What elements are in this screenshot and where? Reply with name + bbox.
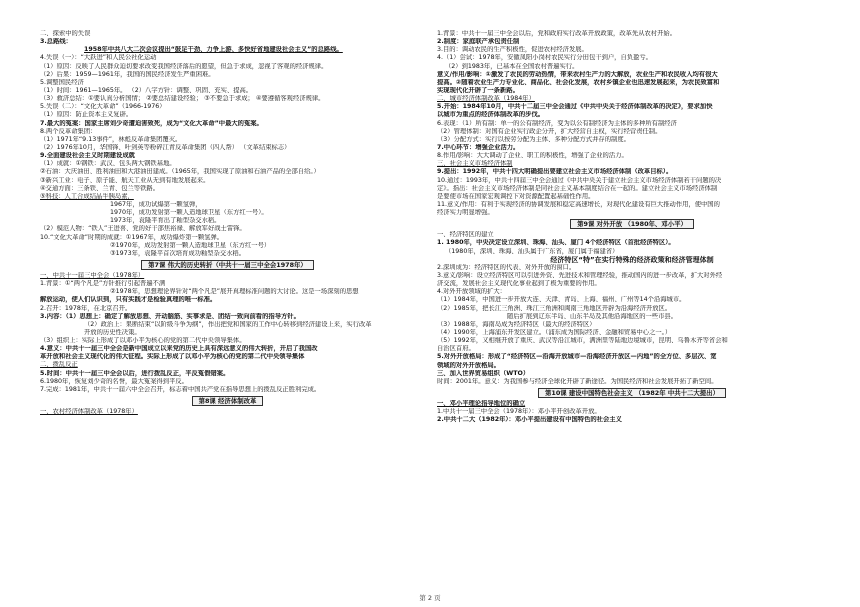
- text-line: 5.对外开放格局：形成了“经济特区—沿海开放城市—沿海经济开放区—内地”的全方位、多层次、宽: [437, 353, 717, 361]
- text-line: 三、加入世界贸易组织（WTO）: [437, 369, 530, 377]
- text-line: 领域的对外开放格局。: [437, 361, 500, 369]
- lesson-7-heading: [40, 260, 415, 270]
- text-line: 4.失误（一）：“大跃进”和人民公社化运动: [40, 54, 157, 62]
- text-line: 1.背景：①“两个凡是”方针推行引起普遍不满: [40, 280, 166, 288]
- text-line: ④交通方面：三条铁、兰青、包兰等铁路。: [40, 184, 159, 192]
- text-line: 11.意义/作用：有利于实现经济的协调发展和稳定高速增长，对现代化建设有巨大推动作用，使中国的: [437, 200, 720, 208]
- text-line: 7.最大的冤案：国家主席刘少奇遭迫害致死，成为“文化大革命”中最大的冤案。: [40, 119, 263, 127]
- text-line: （3）救济总结：①要认真分析国情； ②要总结建设经验； ③不要急于求成； ④要遵循客观经济规律。: [40, 95, 325, 103]
- text-line: 2.召开：1978年，在北京召开。: [40, 304, 132, 312]
- lesson-heading-text: 第10课 建设中国特色社会主义 （1982年 中共十二大提出）: [538, 388, 726, 398]
- text-line: （2）1976年10月，华国锋、叶剑英等粉碎江青反革命集团（四人帮） （文革结束标志）: [40, 143, 291, 151]
- text-line: 4.对外开放领域的扩大：: [437, 288, 506, 296]
- text-line: 解放运动，使人们认识到，只有实践才是检验真理的唯一标准。: [40, 296, 217, 304]
- text-line: 9.提出：1992年，中共十四大明确提出要建立社会主义市场经济体制（改革目标）。: [437, 168, 673, 176]
- text-line: （1980年，深圳、珠海、汕头属于广东省，厦门属于福建省）: [445, 247, 619, 255]
- text-line: 5.开始：1984年10月，中共十二届三中全会通过《中共中央关于经济体制改革的决定》，要求加快: [437, 103, 713, 111]
- text-line: 6.表现：（1）所有制：单一的公有制经济，变为以公有制经济为主体的多种所有制经济: [437, 119, 677, 127]
- text-line: 10.“文化大革命”时期的成就：①1967年，成功爆炸第一颗氢弹。: [40, 233, 224, 241]
- text-line: （2）1985年，把长江三角洲、珠江三角洲和闽南三角地区开辟为沿海经济开放区。: [437, 304, 672, 312]
- text-line: 1967年，成功试爆第一颗氢弹，: [110, 200, 202, 208]
- text-line: 5.时间：中共十一届三中全会以后，进行拨乱反正，平反冤假错案。: [40, 369, 230, 377]
- text-line: ②1978年，思想理论界针对“两个凡是”展开真理标准问题的大讨论。这是一场深刻的思想: [110, 288, 359, 296]
- text-line: 开放的历史性决策。: [84, 328, 141, 336]
- text-line: 1.中共十一届三中全会（1978年）：邓小平开创改革开放。: [437, 408, 601, 416]
- text-line: 2.中共十二大（1982年）：邓小平提出建设有中国特色的社会主义: [437, 416, 622, 424]
- text-line: （5）1992年，又相继开放了重庆、武汉等沿江城市，满洲里等陆地边境城市，昆明、乌鲁木齐等省会和: [437, 337, 728, 345]
- text-line: （2）到1983年，已基本在全国农村普遍实行。: [445, 62, 579, 70]
- text-line: 3.目的：调动农民的生产积极性，促进农村经济发展。: [437, 46, 588, 54]
- text-line: 实现现代化开辟了一条新路。: [437, 86, 519, 94]
- text-line: 3.总路线：: [40, 38, 72, 46]
- text-line: （1）原因：反映了人民群众迫切要求改变我国经济落后的愿望，但急于求成，忽视了客观的经济规律。: [40, 62, 328, 70]
- text-line: （3）分配方式：实行以按劳分配为主体、多种分配方式并存的制度。: [437, 135, 630, 143]
- lesson-8-heading: [40, 396, 415, 406]
- text-line: ②石油：大庆油田、胜利油田和大港油田建成。（1965年，我国实现了原油和石油产品的全部自给。）: [40, 168, 320, 176]
- text-line: 3.内容：（1）思想上：确定了解放思想、开动脑筋、实事求是、团结一致向前看的指导方针。: [40, 312, 300, 320]
- text-line: 2.深圳成为：经济特区的代表、对外开放的窗口。: [437, 263, 576, 271]
- lesson-heading-text: 第8课 经济体制改革: [192, 396, 264, 406]
- text-line: 7.完成：1981年，中共十一届六中全会召开，标志着中国共产党在指导思想上的拨乱反正胜利完成。: [40, 385, 321, 393]
- text-line: 1.背景：中共十一届三中全会以后，党和政府实行改革开放政策，改革先从农村开始。: [437, 30, 676, 37]
- text-line: （3）1988年，海南岛成为经济特区（最大的经济特区）: [437, 320, 596, 328]
- text-line: 1970年，成功发射第一颗人造地球卫星（东方红一号）。: [110, 209, 268, 217]
- text-line: 一、邓小平理论指导地位的确立: [437, 399, 526, 407]
- text-line: 8.两个反革命集团：: [40, 127, 97, 135]
- text-line: 1973年，袁隆平育出了籼型杂交水稻。: [110, 217, 221, 225]
- text-line: 4.意义：中共十一届三中全会是新中国成立以来党的历史上具有深远意义的伟大转折，开启了我国改: [40, 345, 318, 353]
- text-line: 时间：2001年。意义：为我国参与经济全球化开辟了新途径。为国民经济和社会发展开拓了新空间。: [437, 377, 718, 385]
- text-line: 经济实力明显增强。: [437, 209, 494, 217]
- text-line: （1）成就：①钢铁：武汉、包头两大钢铁基地。: [40, 160, 176, 168]
- lesson-heading-text: 第7课 伟大的历史转折（中共十一届三中全会1978年）: [141, 260, 314, 270]
- text-line: （2）模范人物：“铁人”王进喜、党的好干部焦裕禄、解放军好战士雷锋。: [40, 225, 246, 233]
- text-line: 一、农村经济体制改革（1978年）: [40, 408, 138, 416]
- text-line: 是要使市场在国家宏观调控下对资源配置起基础性作用。: [437, 192, 595, 200]
- text-line: （4）1990年，上海浦东开发区建立。（浦东成为国际经济、金融和贸易中心之一。）: [437, 328, 672, 336]
- text-line: 7.中心环节：增强企业活力。: [437, 143, 520, 151]
- text-line: 6.1980年，恢复刘少奇的名誉，最大冤案得到平反。: [40, 377, 188, 385]
- text-line: 9.全面建设社会主义时期建设成就: [40, 152, 135, 160]
- text-line: 三、社会主义市场经济体制: [437, 160, 513, 168]
- text-line: 8.作用/影响：大大调动了企业、职工的积极性，增强了企业的活力。: [437, 152, 628, 160]
- lesson-9-heading: [437, 219, 827, 229]
- text-line: （2）后果：1959—1961年，我国的国民经济发生严重困难。: [40, 70, 215, 78]
- right-column: [437, 30, 827, 424]
- lesson-10-heading: [437, 388, 827, 398]
- text-line: 一、经济特区的建立: [437, 231, 494, 239]
- lesson-heading-text: 第9课 对外开放 （1980年、邓小平）: [570, 219, 694, 229]
- text-line: 1. 1980年，中央决定设立深圳、珠海、汕头、厦门 4个经济特区（首批经济特区）。: [437, 239, 675, 247]
- text-line: 1958年中共八大二次会议提出“鼓足干劲、力争上游、多快好省地建设社会主义”的总路线。: [84, 46, 343, 54]
- text-line: 4.（1）尝试：1978年，安徽凤阳小岗村农民实行分田包干到户，自负盈亏。: [437, 54, 652, 62]
- page-number: 第 2 页: [419, 594, 441, 602]
- text-line: 随后扩展到辽东半岛、山东半岛及其他沿海地区的一些市县。: [507, 312, 678, 320]
- text-line: （1）1971年“9.13事件”，林彪反革命集团覆灭。: [40, 135, 182, 143]
- text-line: ⑤科技：人工合成结晶牛胰岛素，: [40, 192, 134, 200]
- text-line: 二、拨乱反正: [40, 361, 78, 369]
- text-line: ③新兴工业：电子、原子能、航天工业从无到有地发展起来。: [40, 176, 210, 184]
- text-line: 5.调整国民经济: [40, 78, 84, 86]
- text-line: 二、探索中的失误: [40, 30, 91, 37]
- text-line: （2）管理体制：对国有企业实行政企分开，扩大经营自主权，实行经营责任制。: [437, 127, 662, 135]
- text-line: （1）原因：防止资本主义复辟。: [40, 111, 133, 119]
- text-line: 一、中共十一届三中全会（1978年）: [40, 271, 145, 279]
- text-line: 意义/作用/影响：①激发了农民的劳动热情，带来农村生产力的大解放，农业生产和农民收入均有很大: [437, 70, 718, 78]
- text-line: 以城市为重点的经济体制改革的步伐。: [437, 111, 545, 119]
- special-zone-heading: 经济特区“特”在实行特殊的经济政策和经济管理体制: [550, 255, 714, 264]
- text-line: 自治区首府。: [437, 345, 475, 353]
- text-line: 提高。②随着农业生产力专业化、商品化、社会化发展，农村乡镇企业也迅速发展起来，为农民致富和: [437, 78, 720, 86]
- text-line: （1）时间：1961—1965年。 （2）八字方针：调整、巩固、充实、提高。: [40, 86, 253, 94]
- text-line: ②1970年，成功发射第一颗人造地球卫星（东方红一号）: [110, 241, 271, 249]
- text-line: ③1973年，袁隆平首次培育成功籼型杂交水稻。: [110, 249, 246, 257]
- text-line: （3）组织上：实际上形成了以邓小平为核心的党的第二代中央领导集体。: [40, 337, 246, 345]
- left-column: [40, 30, 415, 416]
- text-line: 10.通过：1993年，中共十四届三中全会通过《中共中央关于建立社会主义市场经济体制若干问题的决: [437, 176, 722, 184]
- text-line: 二、城市经济体制改革（1984年）: [437, 95, 535, 103]
- text-line: 定》。指出：社会主义市场经济体制是同社会主义基本制度结合在一起的。建立社会主义市场经济体制: [437, 184, 718, 192]
- text-line: 3.意义/影响：设立经济特区可以引进外资、先进技术和管理经验，推动国内的进一步改革，扩大对外经: [437, 271, 723, 279]
- text-line: 革开放和社会主义现代化的伟大征程。实际上形成了以邓小平为核心的党的第二代中央领导集体: [40, 353, 305, 361]
- text-line: 济交流，发展社会主义现代化事业起到了极为重要的作用。: [437, 280, 601, 288]
- text-line: （2）政治上：果断结束“以阶级斗争为纲”，作出把党和国家的工作中心转移到经济建设上来，实行改革: [84, 320, 372, 328]
- text-line: （1）1984年，中国进一步开放大连、天津、青岛、上海、福州、广州等14个沿海城市。: [437, 296, 686, 304]
- text-line: 2.制度：家庭联产承包责任制: [437, 38, 520, 46]
- text-line: 5.失误（二）：“文化大革命”（1966-1976）: [40, 103, 166, 111]
